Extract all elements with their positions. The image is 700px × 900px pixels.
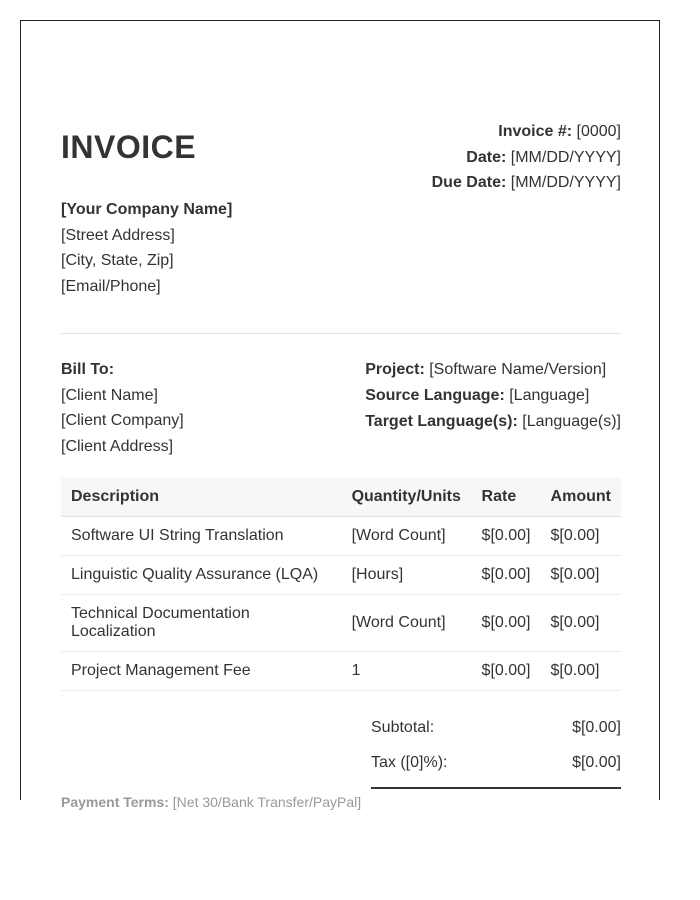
project-value: [Software Name/Version] bbox=[429, 361, 607, 378]
subtotal-row bbox=[371, 717, 621, 752]
table-row bbox=[61, 652, 621, 691]
cell-quantity: 1 bbox=[342, 652, 472, 691]
company-street: [Street Address] bbox=[61, 226, 175, 244]
cell-rate: $[0.00] bbox=[472, 652, 541, 691]
bill-to-block bbox=[61, 357, 184, 459]
target-language-value: [Language(s)] bbox=[522, 412, 621, 430]
subtotal-value: $[0.00] bbox=[572, 719, 621, 736]
cell-amount: $[0.00] bbox=[541, 652, 621, 691]
cell-description: Linguistic Quality Assurance (LQA) bbox=[61, 556, 342, 595]
header-description: Description bbox=[61, 478, 342, 517]
client-name: [Client Name] bbox=[61, 386, 158, 404]
cell-description: Software UI String Translation bbox=[61, 517, 342, 556]
invoice-number-line bbox=[432, 119, 621, 145]
cell-rate: $[0.00] bbox=[472, 556, 541, 595]
cell-quantity: [Word Count] bbox=[342, 595, 472, 652]
subtotal-label: Subtotal: bbox=[371, 719, 435, 736]
client-address: [Client Address] bbox=[61, 437, 174, 455]
cell-rate: $[0.00] bbox=[472, 595, 541, 652]
invoice-meta bbox=[432, 119, 621, 196]
section-divider bbox=[61, 333, 621, 334]
cell-amount: $[0.00] bbox=[541, 595, 621, 652]
total-rule bbox=[371, 787, 621, 789]
company-contact: [Email/Phone] bbox=[61, 277, 161, 295]
target-language-line bbox=[365, 409, 621, 435]
project-label: Project: bbox=[365, 361, 425, 378]
payment-terms-value: [Net 30/Bank Transfer/PayPal] bbox=[172, 794, 362, 810]
invoice-due-date-value: [MM/DD/YYYY] bbox=[510, 174, 621, 191]
project-block bbox=[365, 357, 621, 434]
tax-row bbox=[371, 752, 621, 787]
project-line bbox=[365, 357, 621, 383]
table-header-row bbox=[61, 478, 621, 517]
client-company: [Client Company] bbox=[61, 412, 184, 430]
tax-label: Tax ([0]%): bbox=[371, 754, 448, 771]
cell-amount: $[0.00] bbox=[541, 556, 621, 595]
invoice-number-label: Invoice #: bbox=[498, 123, 573, 140]
cell-quantity: [Hours] bbox=[342, 556, 472, 595]
source-language-label: Source Language: bbox=[365, 386, 505, 404]
header-quantity: Quantity/Units bbox=[342, 478, 472, 517]
payment-terms bbox=[61, 794, 361, 810]
source-language-line bbox=[365, 383, 621, 409]
header-rate: Rate bbox=[472, 478, 541, 517]
invoice-title: INVOICE bbox=[61, 129, 197, 165]
table-row bbox=[61, 556, 621, 595]
source-language-value: [Language] bbox=[509, 386, 590, 404]
totals-block bbox=[371, 717, 621, 789]
invoice-page bbox=[20, 20, 660, 810]
cell-description: Project Management Fee bbox=[61, 652, 342, 691]
cell-amount: $[0.00] bbox=[541, 517, 621, 556]
payment-terms-label: Payment Terms: bbox=[61, 794, 169, 810]
cell-quantity: [Word Count] bbox=[342, 517, 472, 556]
invoice-date-label: Date: bbox=[466, 148, 507, 166]
invoice-number-value: [0000] bbox=[576, 123, 621, 140]
target-language-label: Target Language(s): bbox=[365, 412, 518, 430]
cell-description: Technical Documentation Localization bbox=[61, 595, 342, 652]
tax-value: $[0.00] bbox=[572, 754, 621, 771]
line-items-table bbox=[61, 478, 621, 691]
table-row bbox=[61, 517, 621, 556]
invoice-date-line bbox=[432, 145, 621, 171]
company-block bbox=[61, 197, 232, 299]
company-name: [Your Company Name] bbox=[61, 201, 233, 218]
company-city: [City, State, Zip] bbox=[61, 252, 174, 270]
table-row bbox=[61, 595, 621, 652]
invoice-due-date-line bbox=[432, 170, 621, 196]
invoice-due-date-label: Due Date: bbox=[431, 174, 507, 191]
header-amount: Amount bbox=[541, 478, 621, 517]
bill-to-label: Bill To: bbox=[61, 361, 115, 378]
invoice-date-value: [MM/DD/YYYY] bbox=[510, 148, 621, 166]
cell-rate: $[0.00] bbox=[472, 517, 541, 556]
